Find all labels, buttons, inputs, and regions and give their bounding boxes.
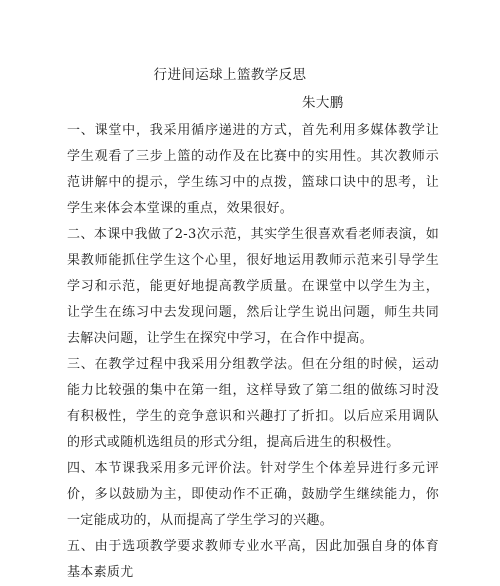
document-author: 朱大鹏: [302, 95, 344, 111]
paragraph-3: 三、在教学过程中我采用分组教学法。但在分组的时候，运动能力比较强的集中在第一组，这样导致了第二组的做练习时没有积极性，学生的竞争意识和兴趣打了折扣。以后应采用调队的形式或随机选组员的形式分组，提高后进生的积极性。: [67, 357, 439, 450]
paragraph-1: 一、课堂中，我采用循序递进的方式，首先利用多媒体教学让学生观看了三步上篮的动作及在比赛中的实用性。其次教师示范讲解中的提示，学生练习中的点拨，篮球口诀中的思考，让学生来体会本堂课的重点，效果很好。: [67, 123, 439, 216]
document-body: [67, 118, 439, 586]
paragraph-5: 五、由于选项教学要求教师专业水平高，因此加强自身的体育基本素质尤: [67, 539, 439, 580]
paragraph-2: 二、本课中我做了2-3次示范，其实学生很喜欢看老师表演，如果教师能抓住学生这个心里，很好地运用教师示范来引导学生学习和示范，能更好地提高教学质量。在课堂中以学生为主，让学生在练习中去发现问题，然后让学生说出问题，师生共同去解决问题，让学生在探究中学习，在合作中提高。: [67, 227, 439, 346]
document-title: 行进间运球上篮教学反思: [153, 67, 307, 83]
paragraph-4: 四、本节课我采用多元评价法。针对学生个体差异进行多元评价，多以鼓励为主，即使动作不正确，鼓励学生继续能力，你一定能成功的，从而提高了学生学习的兴趣。: [67, 461, 439, 528]
